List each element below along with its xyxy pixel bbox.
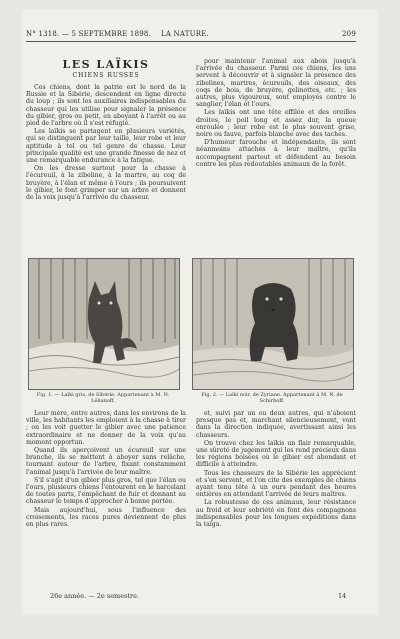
- page-header: [26, 29, 356, 39]
- journal-name: LA NATURE.: [161, 30, 209, 38]
- paragraph: Leur mère, entre autres, dans les environs de la ville, les habitants les emploient à la chasse à tirer ; on les voit guetter le gibier avec une patience extraordinaire et ne donner de la voix qu'au moment opportun.: [26, 410, 186, 446]
- paragraph: Ces chiens, dont la patrie est le nord de la Russie et la Sibérie, descendent en ligne directe du loup ; ils sont les auxiliaires indispensables du chasseur qui les utilise pour signaler la présence du gibier, gros ou petit, en aboyant à l'arrêt ou au pied de l'arbre où il s'est réfugié.: [26, 84, 186, 128]
- paragraph: Tous les chasseurs de la Sibérie les apprécient et s'en servent, et l'on cite des exemples de chiens ayant tenu tête à un ours pendant des heures entières en attendant l'arrivée de leurs maîtres.: [196, 469, 356, 499]
- grey-laika-illustration: [29, 259, 179, 389]
- article-title: LES LAÏKIS: [62, 58, 150, 71]
- footer-volume: 26e année. — 2e semestre.: [50, 592, 140, 600]
- paragraph: On les dresse surtout pour la chasse à l'écureuil, à la zibeline, à la martre, au coq de bruyère, à l'élan et même à l'ours ; ils poursuivent le gibier, le font grimper sur un arbre et donnent de la voix jusqu'à l'arrivée du chasseur.: [26, 165, 186, 202]
- figure-1-caption: Fig. 1. — Laïki gris, de Sibérie. Appartenant à M. N. Lélianoff.: [36, 392, 170, 404]
- paragraph: On trouve chez les laïkis un flair remarquable, une sûreté de jugement qui les rend précieux dans les régions boisées où le gibier est abondant et difficile à atteindre.: [196, 439, 356, 469]
- paragraph: La robustesse de ces animaux, leur résistance au froid et leur sobriété en font des compagnons indispensables pour les longues expéditions dans la taïga.: [196, 499, 356, 529]
- column-1-top: [26, 84, 186, 252]
- black-laika-illustration: [193, 259, 353, 389]
- column-1-bottom: [26, 410, 186, 586]
- footer-signature: 14: [338, 592, 347, 600]
- figure-2-caption: Fig. 2. — Laïki noir, de Zyriane. Appartenant à M. N. de Schirhoff.: [201, 392, 343, 404]
- column-2-bottom: [196, 410, 356, 586]
- figure-2-engraving: [192, 258, 354, 390]
- header-rule: [26, 41, 356, 42]
- article-subtitle: CHIENS RUSSES: [72, 72, 140, 79]
- paragraph: D'humeur farouche et indépendante, ils sont néanmoins attachés à leur maître, qu'ils accompagnent partout et défendent au besoin contre les plus redoutables animaux de la forêt.: [196, 139, 356, 168]
- column-2-top: [196, 58, 356, 252]
- paragraph: Mais aujourd'hui, sous l'influence des croisements, les races pures deviennent de plus en plus rares.: [26, 506, 186, 529]
- paragraph: et, suivi par un ou deux autres, qui n'aboient presque pas et, marchant silencieusement, vont dans la direction indiquée, avertissant ainsi les chasseurs.: [196, 410, 356, 439]
- paragraph: S'il s'agit d'un gibier plus gros, tel que l'élan ou l'ours, plusieurs chiens l'entourent en le harcelant de toutes parts, l'empêchant de fuir et donnant au chasseur le temps d'approcher à bonne portée.: [26, 476, 186, 506]
- figure-1-engraving: [28, 258, 180, 390]
- paragraph: Les laïkis ont une tête effilée et des oreilles droites, le poil long et assez dur, la queue enroulée ; leur robe est le plus souvent grise, noire ou fauve, parfois blanche avec des taches.: [196, 109, 356, 139]
- page-number: 209: [342, 30, 356, 38]
- paragraph: pour maintenir l'animal aux abois jusqu'à l'arrivée du chasseur. Parmi ces chiens, les uns servent à découvrir et à signaler la présence des zibelines, martres, écureuils, des oiseaux, des coqs de bois, de bruyère, gelinottes, etc. ; les autres, plus vigoureux, sont employés contre le sanglier, l'élan et l'ours.: [196, 58, 356, 109]
- issue-number: N° 1318. — 5 SEPTEMBRE 1898.: [26, 30, 151, 38]
- document-page: [22, 10, 378, 615]
- paragraph: Quand ils aperçoivent un écureuil sur une branche, ils se mettent à aboyer sans relâche, tournant autour de l'arbre, fixant constamment l'animal jusqu'à l'arrivée de leur maître.: [26, 447, 186, 476]
- paragraph: Les laïkis se partagent en plusieurs variétés, qui se distinguent par leur taille, leur robe et leur aptitude à tel ou tel genre de chasse. Leur principale qualité est une grande finesse de nez et une remarquable endurance à la fatigue.: [26, 128, 186, 165]
